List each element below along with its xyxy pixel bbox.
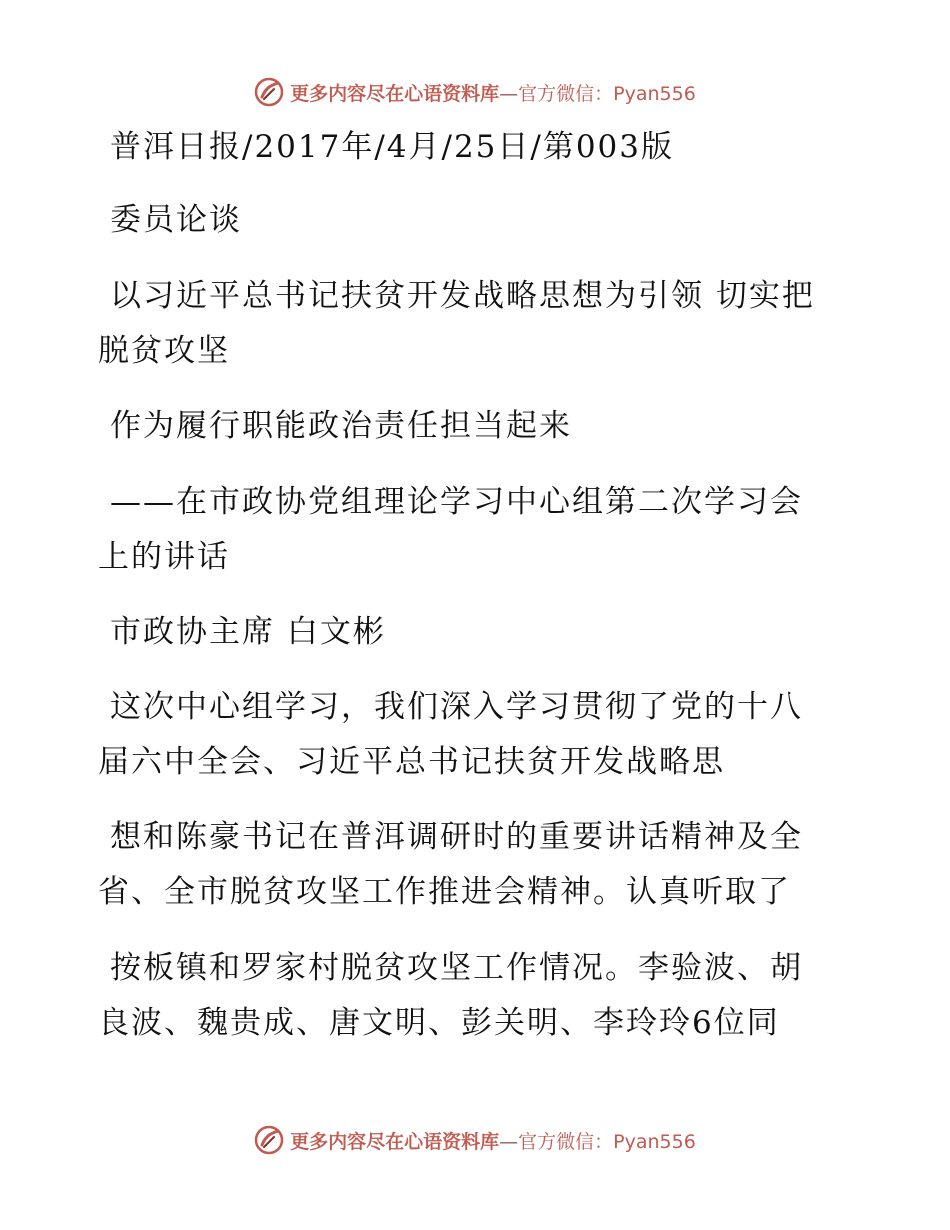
- article-title-line-3: 作为履行职能政治责任担当起来: [110, 408, 572, 444]
- watermark-contact: 官方微信：Pyan556: [518, 82, 696, 105]
- article-title-line-2: 脱贫攻坚: [98, 333, 230, 369]
- watermark-brand: 更多内容尽在心语资料库: [290, 82, 500, 105]
- watermark-text: [290, 1127, 696, 1154]
- article-subtitle-line-1: ——在市政协党组理论学习中心组第二次学习会: [110, 484, 803, 520]
- body-text-line: 届六中全会、习近平总书记扶贫开发战略思: [98, 744, 725, 780]
- watermark-contact: 官方微信：Pyan556: [518, 1130, 696, 1153]
- author-byline: 市政协主席 白文彬: [110, 614, 386, 650]
- article-subtitle-line-2: 上的讲话: [98, 539, 230, 575]
- body-text-line: 这次中心组学习，我们深入学习贯彻了党的十八: [110, 689, 803, 725]
- article-title-line-1: 以习近平总书记扶贫开发战略思想为引领 切实把: [110, 278, 815, 314]
- newspaper-source-line: 普洱日报/2017年/4月/25日/第003版: [110, 129, 675, 165]
- column-title: 委员论谈: [110, 202, 242, 238]
- watermark-separator: —: [499, 1130, 519, 1153]
- watermark-banner-bottom: [0, 1120, 950, 1160]
- body-text-line: 良波、魏贵成、唐文明、彭关明、李玲玲6位同: [98, 1005, 780, 1041]
- watermark-brand: 更多内容尽在心语资料库: [290, 1130, 500, 1153]
- body-text-line: 想和陈豪书记在普洱调研时的重要讲话精神及全: [110, 819, 803, 855]
- body-text-line: 按板镇和罗家村脱贫攻坚工作情况。李验波、胡: [110, 950, 803, 986]
- watermark-separator: —: [499, 82, 519, 105]
- body-text-line: 省、全市脱贫攻坚工作推进会精神。认真听取了: [98, 874, 791, 910]
- brand-logo-icon: [254, 1125, 284, 1155]
